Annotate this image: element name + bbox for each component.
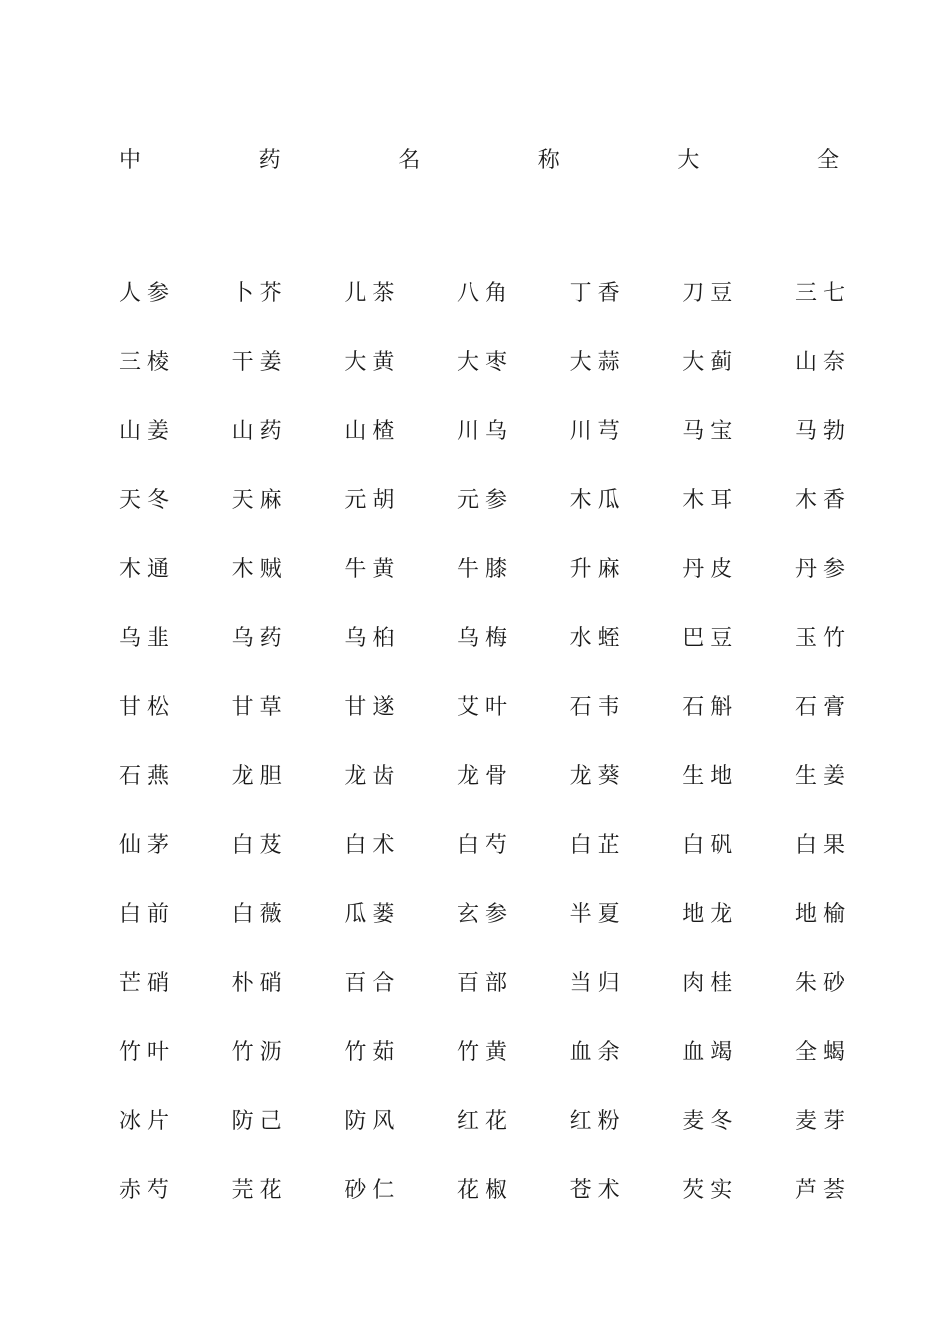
herb-name: 大枣 <box>456 350 513 375</box>
herb-name: 瓜蒌 <box>344 902 401 927</box>
title-char: 药 <box>258 147 281 173</box>
herb-name: 麦芽 <box>794 1109 851 1134</box>
herb-name: 芦荟 <box>794 1178 851 1203</box>
herb-name: 儿茶 <box>344 281 401 306</box>
herb-name: 白芍 <box>456 833 513 858</box>
herb-name: 甘草 <box>231 695 288 720</box>
herb-name: 木香 <box>794 488 851 513</box>
herb-name: 甘松 <box>119 695 176 720</box>
herb-name: 生姜 <box>794 764 851 789</box>
herb-name: 川芎 <box>569 419 626 444</box>
herb-name: 木贼 <box>231 557 288 582</box>
herb-name: 牛黄 <box>344 557 401 582</box>
page-title <box>119 140 839 176</box>
herb-name: 白芷 <box>569 833 626 858</box>
herb-name: 乌韭 <box>119 626 176 651</box>
herb-name: 冰片 <box>119 1109 176 1134</box>
herb-name: 百合 <box>344 971 401 996</box>
herb-name: 砂仁 <box>344 1178 401 1203</box>
herb-name: 龙骨 <box>456 764 513 789</box>
herb-name: 元参 <box>456 488 513 513</box>
title-char: 中 <box>119 147 142 173</box>
herb-name: 白薇 <box>231 902 288 927</box>
herb-name: 竹茹 <box>344 1040 401 1065</box>
herb-name: 玄参 <box>456 902 513 927</box>
herb-row <box>119 1035 851 1104</box>
herb-name: 芡实 <box>682 1178 739 1203</box>
herb-name: 山楂 <box>344 419 401 444</box>
herb-row <box>119 1104 851 1173</box>
title-char: 全 <box>816 147 839 173</box>
herb-name: 升麻 <box>569 557 626 582</box>
herb-name: 巴豆 <box>682 626 739 651</box>
herb-name: 地龙 <box>682 902 739 927</box>
herb-name: 大蒜 <box>569 350 626 375</box>
herb-row <box>119 483 851 552</box>
herb-name: 大黄 <box>344 350 401 375</box>
herb-name: 竹叶 <box>119 1040 176 1065</box>
herb-name: 朱砂 <box>794 971 851 996</box>
herb-row <box>119 897 851 966</box>
herb-name: 朴硝 <box>231 971 288 996</box>
title-char: 名 <box>398 147 421 173</box>
herb-row <box>119 414 851 483</box>
herb-name: 半夏 <box>569 902 626 927</box>
herb-name: 木耳 <box>682 488 739 513</box>
herb-name: 山药 <box>231 419 288 444</box>
herb-name: 肉桂 <box>682 971 739 996</box>
herb-name: 甘遂 <box>344 695 401 720</box>
herb-name: 卜芥 <box>231 281 288 306</box>
herb-name: 当归 <box>569 971 626 996</box>
herb-name: 血竭 <box>682 1040 739 1065</box>
herb-name: 血余 <box>569 1040 626 1065</box>
herb-name: 红花 <box>456 1109 513 1134</box>
herb-name: 百部 <box>456 971 513 996</box>
herb-name: 木瓜 <box>569 488 626 513</box>
herb-name: 丹参 <box>794 557 851 582</box>
herb-name: 木通 <box>119 557 176 582</box>
herb-name: 水蛭 <box>569 626 626 651</box>
herb-name: 防风 <box>344 1109 401 1134</box>
herb-name: 丁香 <box>569 281 626 306</box>
herb-name: 竹黄 <box>456 1040 513 1065</box>
herb-name: 刀豆 <box>682 281 739 306</box>
herb-row <box>119 1173 851 1242</box>
herb-name: 干姜 <box>231 350 288 375</box>
herb-name: 龙葵 <box>569 764 626 789</box>
herb-row <box>119 690 851 759</box>
herb-name: 麦冬 <box>682 1109 739 1134</box>
herb-name: 三棱 <box>119 350 176 375</box>
herb-name: 全蝎 <box>794 1040 851 1065</box>
herb-name: 牛膝 <box>456 557 513 582</box>
herb-name: 花椒 <box>456 1178 513 1203</box>
herb-name: 石韦 <box>569 695 626 720</box>
herb-name: 赤芍 <box>119 1178 176 1203</box>
herb-row <box>119 759 851 828</box>
herb-name: 芒硝 <box>119 971 176 996</box>
herb-name: 艾叶 <box>456 695 513 720</box>
herb-name: 竹沥 <box>231 1040 288 1065</box>
herb-name: 乌药 <box>231 626 288 651</box>
herb-row <box>119 621 851 690</box>
herb-name: 白前 <box>119 902 176 927</box>
herb-name: 石斛 <box>682 695 739 720</box>
title-char: 称 <box>537 147 560 173</box>
herb-name: 防己 <box>231 1109 288 1134</box>
herb-name: 元胡 <box>344 488 401 513</box>
herb-name: 山奈 <box>794 350 851 375</box>
herb-name: 龙胆 <box>231 764 288 789</box>
herb-row <box>119 345 851 414</box>
herb-name: 三七 <box>794 281 851 306</box>
herb-name: 马宝 <box>682 419 739 444</box>
herb-name: 芫花 <box>231 1178 288 1203</box>
herb-row <box>119 276 851 345</box>
herb-name: 白芨 <box>231 833 288 858</box>
herb-name: 白术 <box>344 833 401 858</box>
herb-name: 红粉 <box>569 1109 626 1134</box>
title-char: 大 <box>677 147 700 173</box>
herb-name: 苍术 <box>569 1178 626 1203</box>
herb-row <box>119 552 851 621</box>
herb-name: 川乌 <box>456 419 513 444</box>
herb-name: 山姜 <box>119 419 176 444</box>
herb-name: 石膏 <box>794 695 851 720</box>
herb-name-grid <box>119 276 851 1242</box>
herb-name: 仙茅 <box>119 833 176 858</box>
herb-name: 大蓟 <box>682 350 739 375</box>
herb-name: 天麻 <box>231 488 288 513</box>
herb-name: 白矾 <box>682 833 739 858</box>
herb-name: 天冬 <box>119 488 176 513</box>
herb-name: 丹皮 <box>682 557 739 582</box>
herb-name: 人参 <box>119 281 176 306</box>
herb-name: 石燕 <box>119 764 176 789</box>
herb-name: 乌桕 <box>344 626 401 651</box>
herb-name: 八角 <box>456 281 513 306</box>
herb-name: 白果 <box>794 833 851 858</box>
herb-name: 地榆 <box>794 902 851 927</box>
herb-name: 乌梅 <box>456 626 513 651</box>
herb-name: 马勃 <box>794 419 851 444</box>
herb-name: 生地 <box>682 764 739 789</box>
herb-row <box>119 828 851 897</box>
herb-row <box>119 966 851 1035</box>
herb-name: 玉竹 <box>794 626 851 651</box>
herb-name: 龙齿 <box>344 764 401 789</box>
